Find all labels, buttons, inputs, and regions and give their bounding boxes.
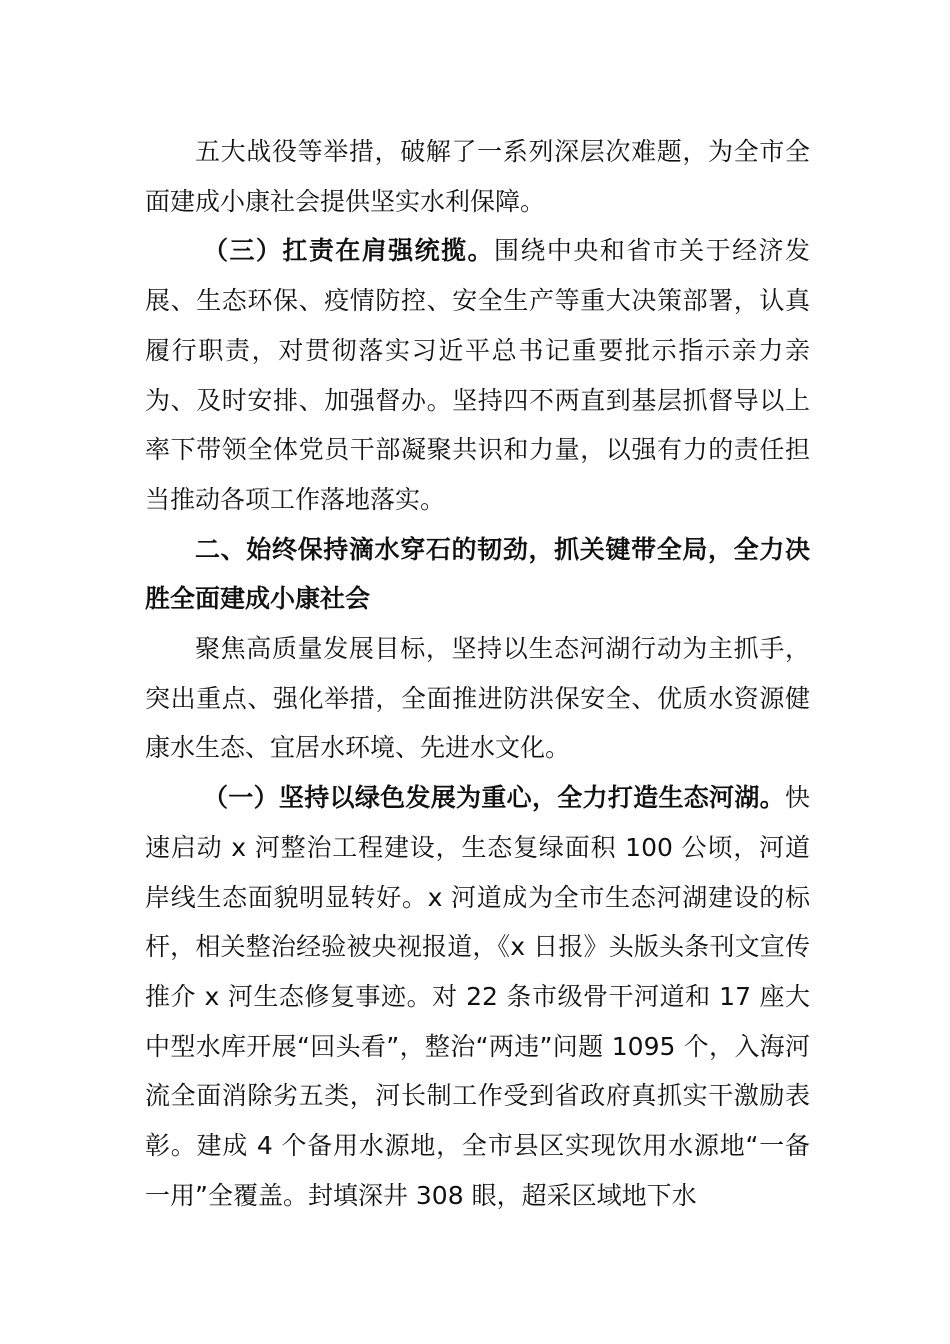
subsection-body-three: 围绕中央和省市关于经济发展、生态环保、疫情防控、安全生产等重大决策部署，认真履行职责，对贯彻落实习近平总书记重要批示指示亲力亲为、及时安排、加强督办。坚持四不两直到基层抓督导以上率下带领全体党员干部凝聚共识和力量，以强有力的责任担当推动各项工作落地落实。 <box>145 236 810 514</box>
paragraph-high-quality-goal: 聚焦高质量发展目标，坚持以生态河湖行动为主抓手，突出重点、强化举措，全面推进防洪保安全、优质水资源健康水生态、宜居水环境、先进水文化。 <box>145 634 810 763</box>
document-page <box>145 127 810 1220</box>
paragraph-five-campaigns: 五大战役等举措，破解了一系列深层次难题，为全市全面建成小康社会提供坚实水利保障。 <box>145 137 810 216</box>
paragraph-section-three <box>145 226 810 524</box>
paragraph-section-one <box>145 773 810 1220</box>
subsection-heading-three: （三）扛责在肩强统揽。 <box>203 236 494 266</box>
subsection-heading-one: （一）坚持以绿色发展为重心，全力打造生态河湖。 <box>203 783 785 813</box>
subsection-body-one: 快速启动 x 河整治工程建设，生态复绿面积 100 公顷，河道岸线生态面貌明显转好。x 河道成为全市生态河湖建设的标杆，相关整治经验被央视报道，《x 日报》头版头条刊文宣传推介 x 河生态修复事迹。对 22 条市级骨干河道和 17 座大中型水库开展“回头看”，整治“两违”问题 1095 个，入海河流全面消除劣五类，河长制工作受到省政府真抓实干激励表彰。建成 4 个备用水源地，全市县区实现饮用水源地“一备一用”全覆盖。封填深井 308 眼，超采区域地下水 <box>145 783 810 1210</box>
section-two-title: 二、始终保持滴水穿石的韧劲，抓关键带全局，全力决胜全面建成小康社会 <box>145 534 810 614</box>
